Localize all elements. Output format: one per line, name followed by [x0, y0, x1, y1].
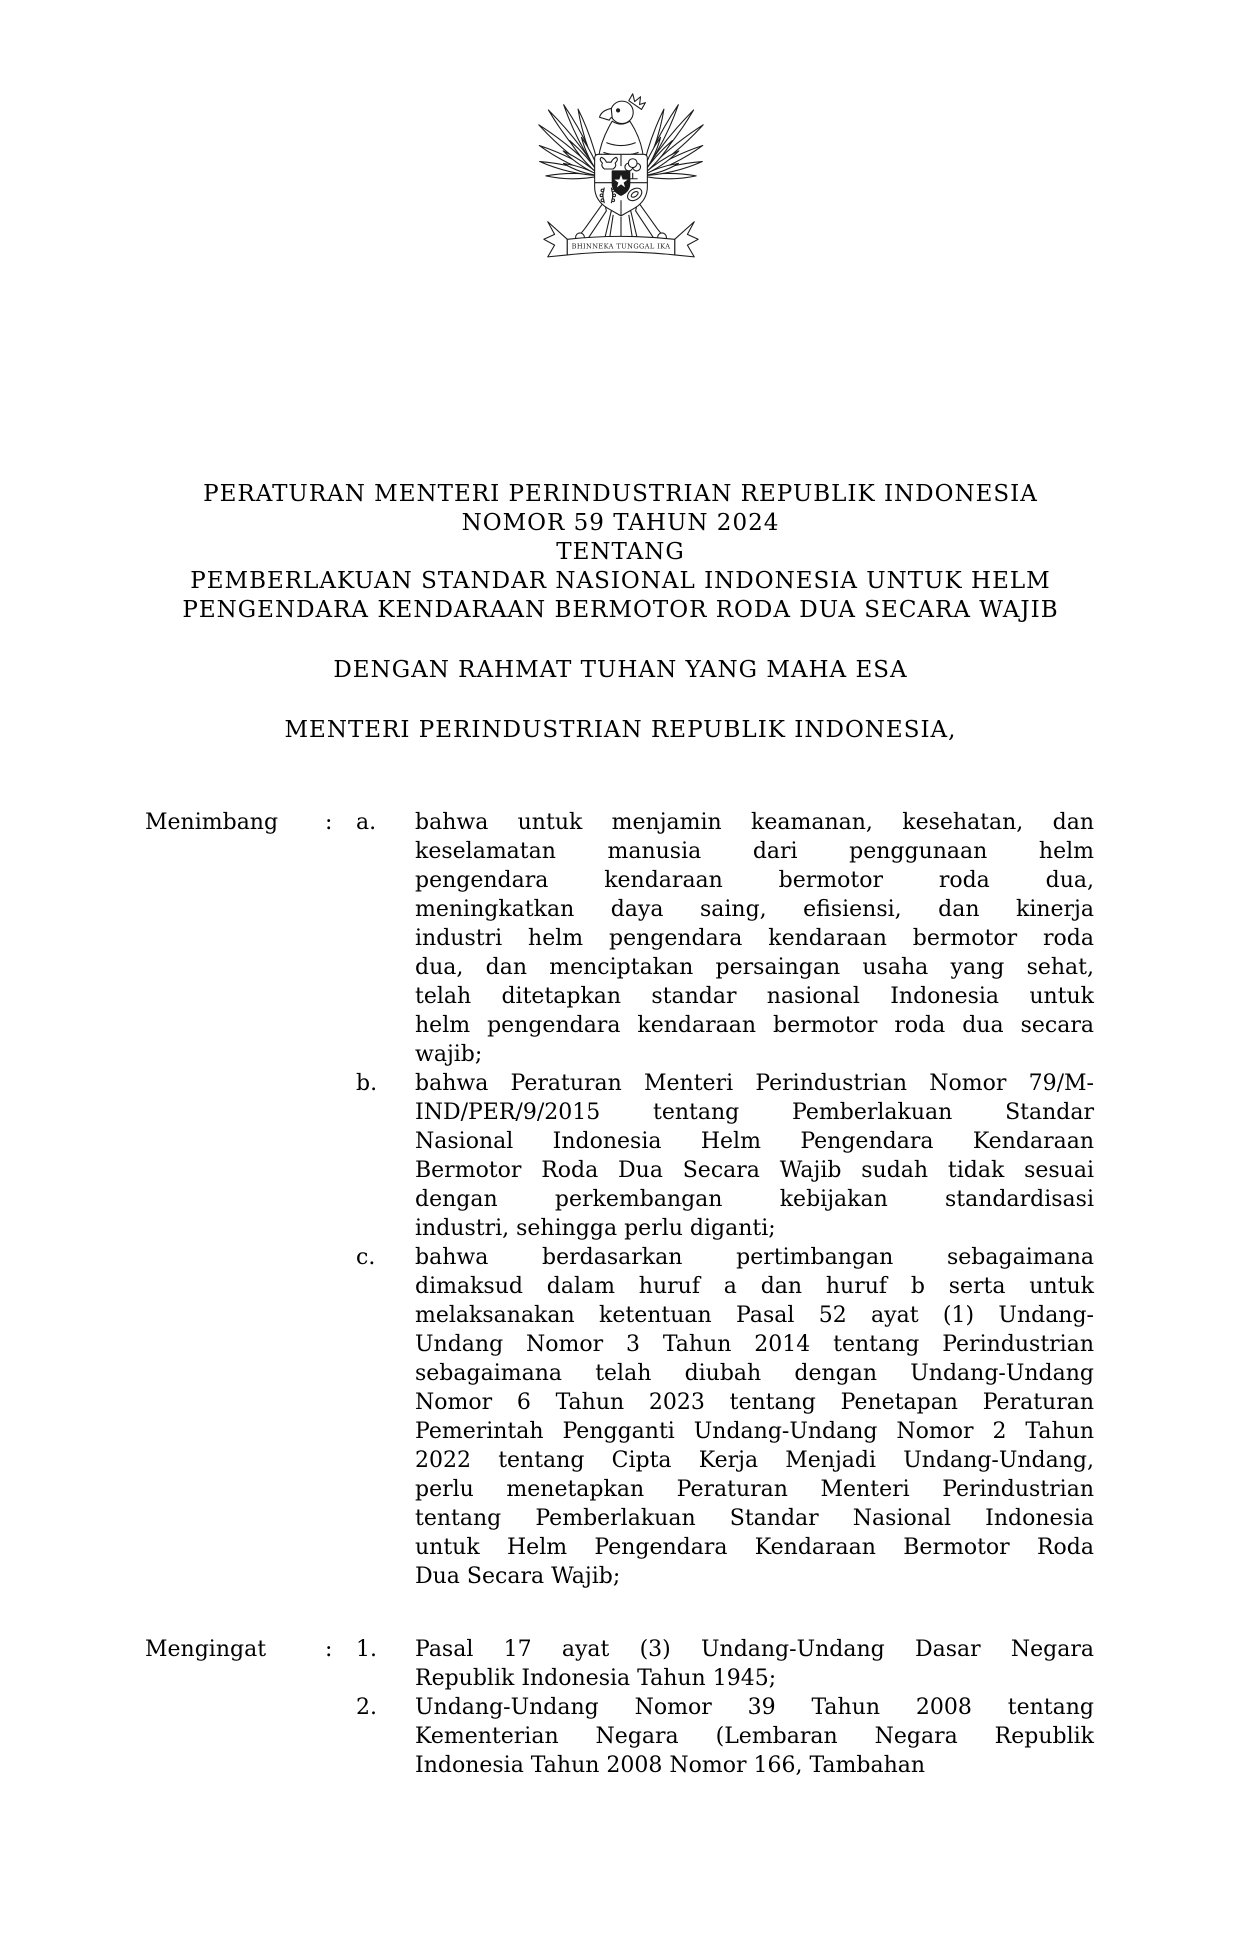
- text-line: untuk Helm Pengendara Kendaraan Bermotor Roda: [415, 1534, 1094, 1560]
- text-line: Nasional Indonesia Helm Pengendara Kendaraan: [415, 1128, 1094, 1154]
- item-text: [415, 1069, 1094, 1243]
- text-line: melaksanakan ketentuan Pasal 52 ayat (1) Undang-: [415, 1302, 1094, 1328]
- text-line: 2022 tentang Cipta Kerja Menjadi Undang-Undang,: [415, 1447, 1094, 1473]
- text-line: dengan perkembangan kebijakan standardisasi: [415, 1186, 1094, 1212]
- title-line-1: PERATURAN MENTERI PERINDUSTRIAN REPUBLIK INDONESIA: [203, 480, 1038, 507]
- title-line-5: PENGENDARA KENDARAAN BERMOTOR RODA DUA SECARA WAJIB: [182, 596, 1059, 623]
- text-line: dimaksud dalam huruf a dan huruf b serta untuk: [415, 1273, 1094, 1299]
- list-item: [356, 808, 1094, 1069]
- text-line: wajib;: [415, 1041, 483, 1067]
- garuda-head: [599, 94, 645, 124]
- item-text: [415, 1243, 1094, 1591]
- section-colon: :: [325, 809, 333, 835]
- text-line: Undang Nomor 3 Tahun 2014 tentang Perindustrian: [415, 1331, 1094, 1357]
- item-text: [415, 1635, 1094, 1693]
- text-line: industri, sehingga perlu diganti;: [415, 1215, 776, 1241]
- text-line: Republik Indonesia Tahun 1945;: [415, 1665, 777, 1691]
- regulation-title: [0, 480, 1241, 625]
- text-line: Indonesia Tahun 2008 Nomor 166, Tambahan: [415, 1752, 926, 1778]
- text-line: Pemerintah Pengganti Undang-Undang Nomor 2 Tahun: [415, 1418, 1094, 1444]
- garuda-pancasila-emblem: [538, 86, 704, 264]
- item-marker: 1.: [356, 1636, 377, 1662]
- text-line: bahwa Peraturan Menteri Perindustrian Nomor 79/M-: [415, 1070, 1094, 1096]
- text-line: Nomor 6 Tahun 2023 tentang Penetapan Peraturan: [415, 1389, 1094, 1415]
- section-menimbang: [145, 808, 1094, 1591]
- item-marker: 2.: [356, 1694, 377, 1720]
- text-line: telah ditetapkan standar nasional Indonesia untuk: [415, 983, 1094, 1009]
- text-line: Kementerian Negara (Lembaran Negara Republik: [415, 1723, 1094, 1749]
- text-line: industri helm pengendara kendaraan bermotor roda: [415, 925, 1094, 951]
- section-mengingat: [145, 1635, 1094, 1780]
- section-colon: :: [325, 1636, 333, 1662]
- text-line: bahwa untuk menjamin keamanan, kesehatan, dan: [415, 809, 1094, 835]
- garuda-left-wing: [538, 103, 602, 180]
- garuda-right-wing: [640, 103, 704, 180]
- sections: [145, 808, 1094, 1780]
- title-line-tentang: TENTANG: [556, 538, 685, 565]
- list-item: [356, 1693, 1094, 1780]
- text-line: perlu menetapkan Peraturan Menteri Perindustrian: [415, 1476, 1094, 1502]
- section-label: Mengingat: [145, 1636, 267, 1662]
- item-marker: a.: [356, 809, 377, 835]
- text-line: keselamatan manusia dari penggunaan helm: [415, 838, 1094, 864]
- item-marker: c.: [356, 1244, 376, 1270]
- authority-line: MENTERI PERINDUSTRIAN REPUBLIK INDONESIA,: [284, 716, 957, 743]
- section-items: [356, 808, 1094, 1591]
- text-line: pengendara kendaraan bermotor roda dua,: [415, 867, 1094, 893]
- list-item: [356, 1243, 1094, 1591]
- text-line: dua, dan menciptakan persaingan usaha yang sehat,: [415, 954, 1094, 980]
- text-line: Undang-Undang Nomor 39 Tahun 2008 tentang: [415, 1694, 1094, 1720]
- list-item: [356, 1635, 1094, 1693]
- title-line-4: PEMBERLAKUAN STANDAR NASIONAL INDONESIA UNTUK HELM: [190, 567, 1051, 594]
- section-items: [356, 1635, 1094, 1780]
- text-line: Dua Secara Wajib;: [415, 1563, 621, 1589]
- text-line: sebagaimana telah diubah dengan Undang-Undang: [415, 1360, 1094, 1386]
- invocation-line: DENGAN RAHMAT TUHAN YANG MAHA ESA: [333, 656, 908, 683]
- motto-text: BHINNEKA TUNGGAL IKA: [571, 242, 670, 251]
- text-line: helm pengendara kendaraan bermotor roda dua secara: [415, 1012, 1094, 1038]
- text-line: Bermotor Roda Dua Secara Wajib sudah tidak sesuai: [415, 1157, 1094, 1183]
- title-line-number: NOMOR 59 TAHUN 2024: [461, 509, 780, 536]
- list-item: [356, 1069, 1094, 1243]
- item-text: [415, 808, 1094, 1069]
- section-label: Menimbang: [145, 809, 279, 835]
- text-line: tentang Pemberlakuan Standar Nasional Indonesia: [415, 1505, 1094, 1531]
- text-line: Pasal 17 ayat (3) Undang-Undang Dasar Negara: [415, 1636, 1094, 1662]
- garuda-body: [598, 121, 643, 158]
- garuda-pancasila-icon: [538, 86, 704, 264]
- item-marker: b.: [356, 1070, 378, 1096]
- text-line: IND/PER/9/2015 tentang Pemberlakuan Standar: [415, 1099, 1094, 1125]
- item-text: [415, 1693, 1094, 1780]
- text-line: bahwa berdasarkan pertimbangan sebagaimana: [415, 1244, 1094, 1270]
- text-line: meningkatkan daya saing, efisiensi, dan kinerja: [415, 896, 1094, 922]
